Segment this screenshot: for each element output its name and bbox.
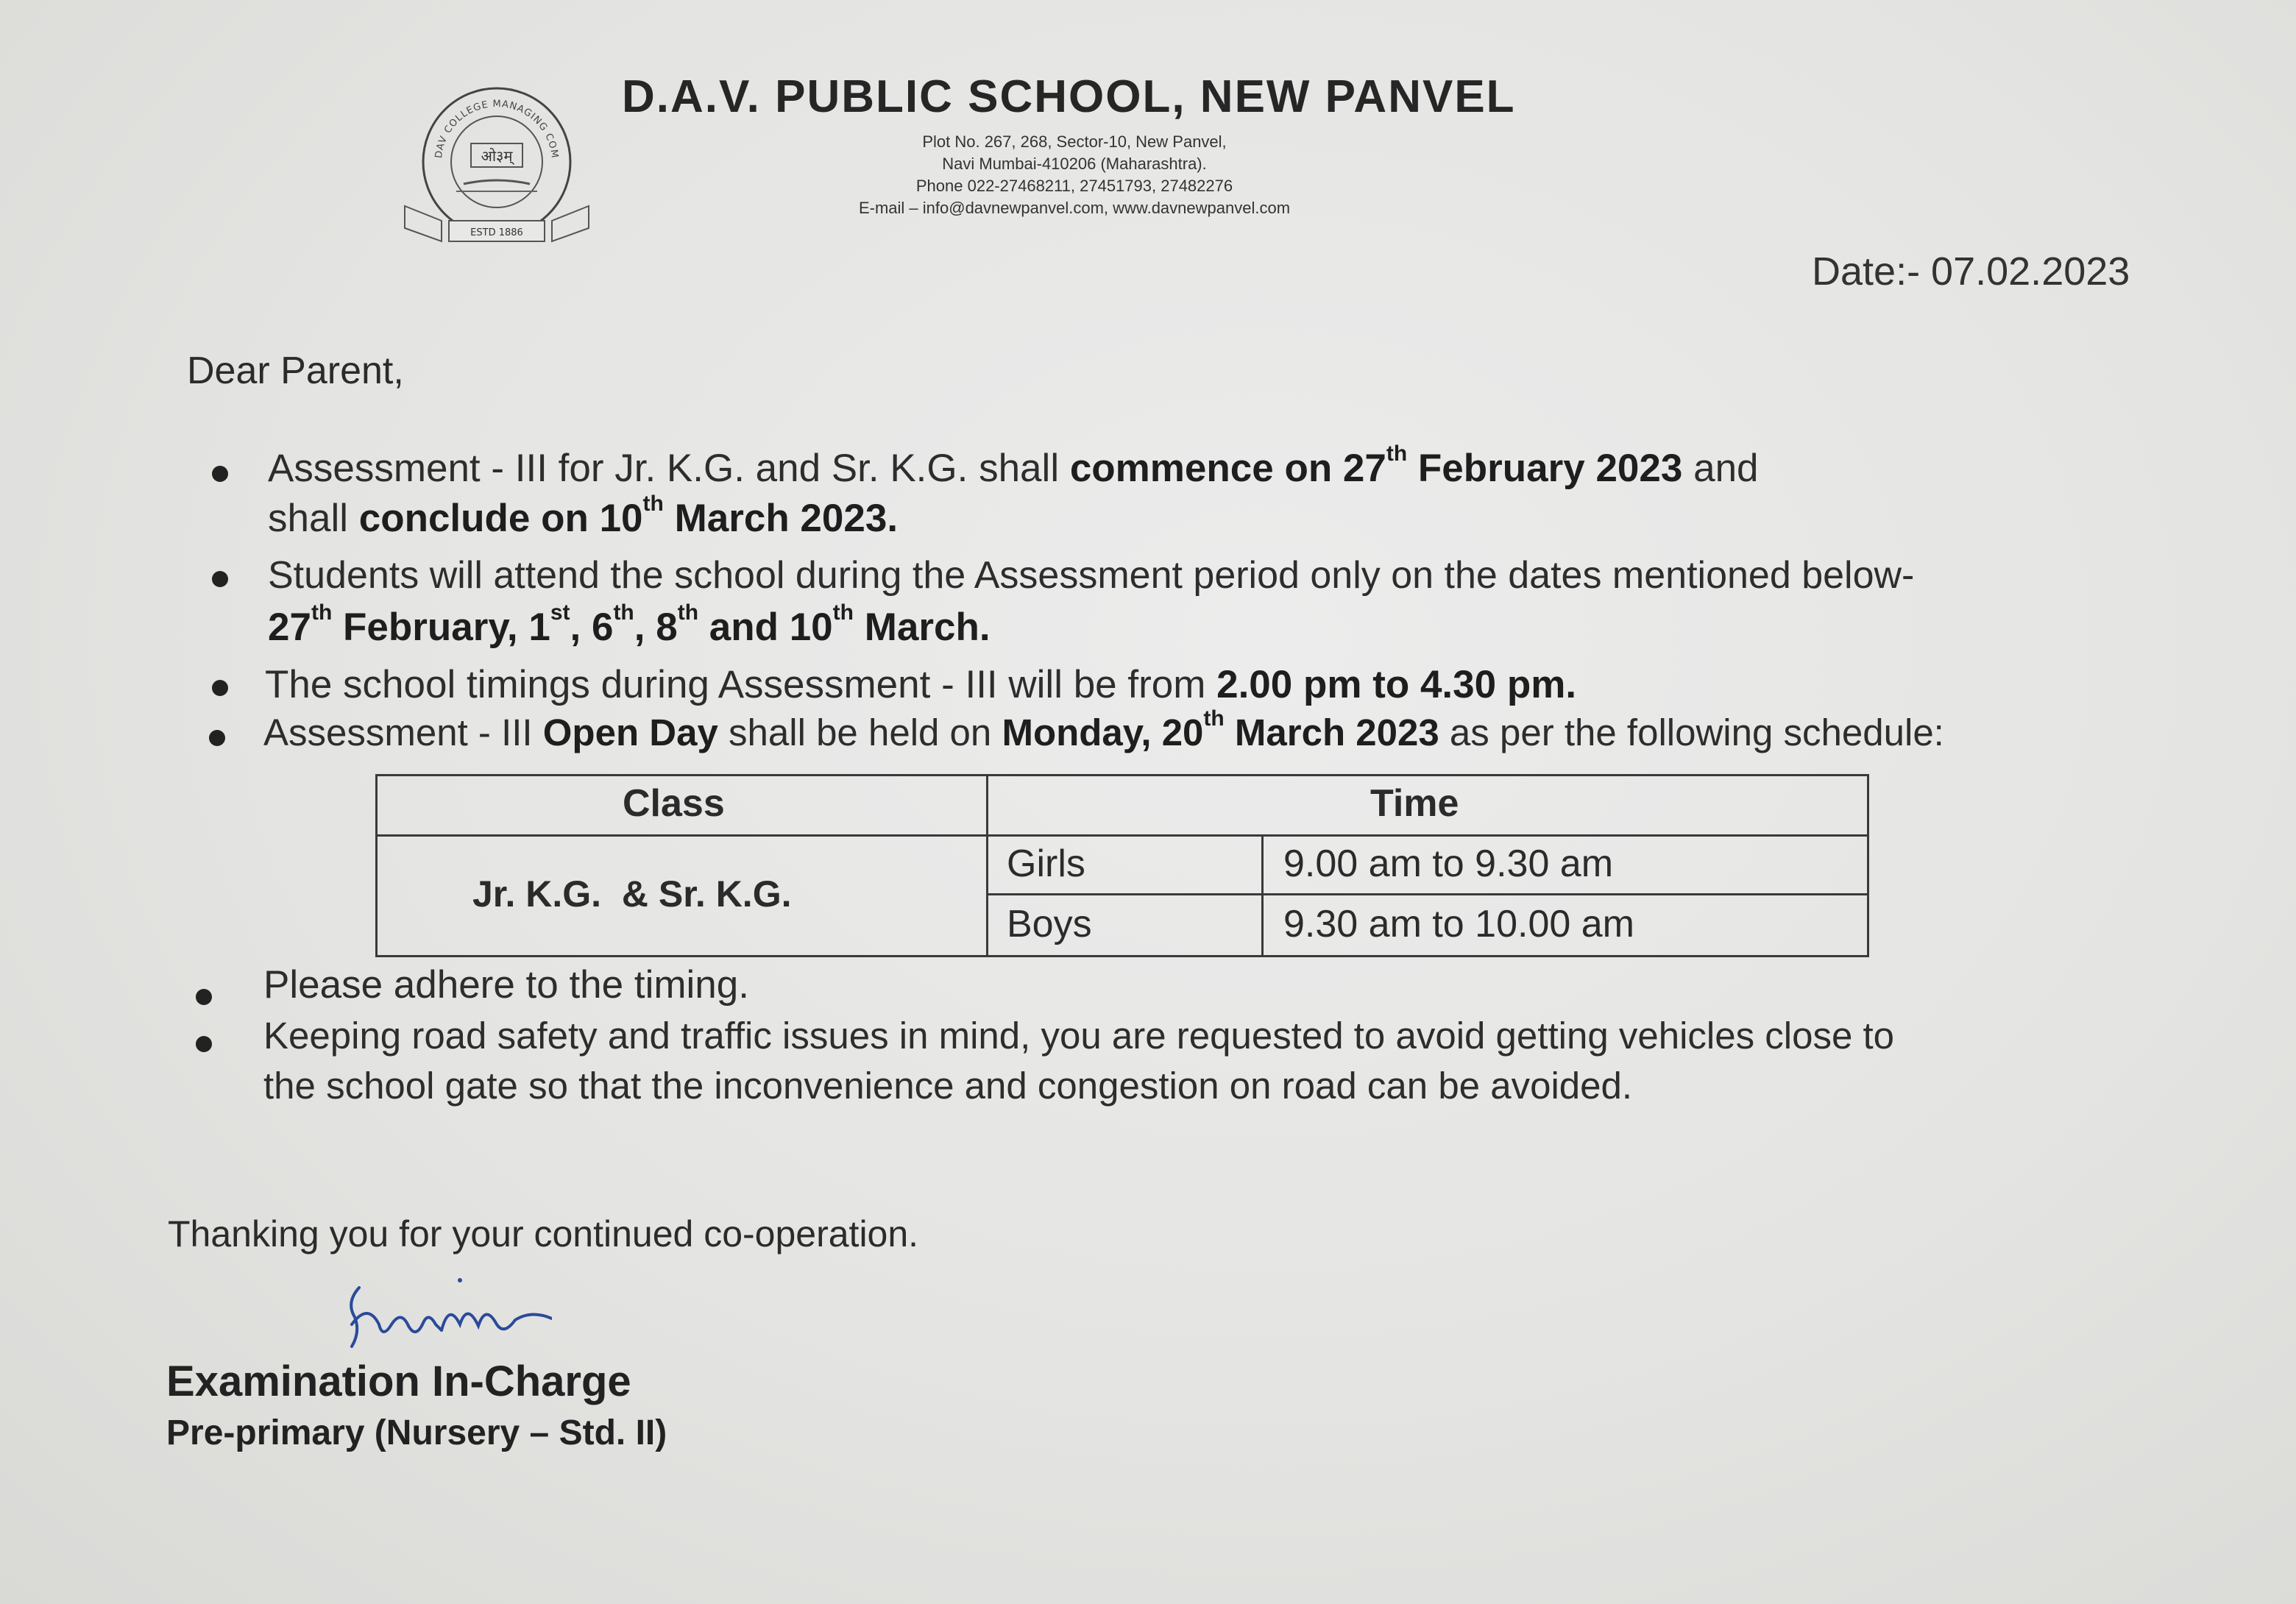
point-1-line-1: Assessment - III for Jr. K.G. and Sr. K.G. shall commence on 27th February 2023 and: [268, 441, 1759, 490]
email-line: E-mail – info@davnewpanvel.com, www.davnewpanvel.com: [858, 199, 1291, 217]
point-3: The school timings during Assessment - III will be from 2.00 pm to 4.30 pm.: [265, 663, 1577, 706]
bullet-3: [212, 680, 228, 696]
table-row-time: 9.30 am to 10.00 am: [1283, 903, 1634, 945]
bullet-5: [196, 989, 212, 1005]
bullet-4: [209, 730, 225, 746]
point-4: Assessment - III Open Day shall be held on Monday, 20th March 2023 as per the following schedule:: [263, 706, 1944, 753]
school-name: D.A.V. PUBLIC SCHOOL, NEW PANVEL: [622, 71, 1516, 122]
point-1-line-2: shall conclude on 10th March 2023.: [268, 492, 899, 540]
table-class-value: Jr. K.G. & Sr. K.G.: [472, 873, 792, 915]
table-row-time: 9.00 am to 9.30 am: [1283, 842, 1614, 885]
bullet-6: [196, 1036, 212, 1052]
point-6-line-1: Keeping road safety and traffic issues in mind, you are requested to avoid getting vehicles close to: [263, 1015, 1895, 1057]
address-line-2: Navi Mumbai-410206 (Maharashtra).: [942, 155, 1207, 173]
address-line-1: Plot No. 267, 268, Sector-10, New Panvel,: [922, 132, 1227, 151]
closing-text: Thanking you for your continued co-operation.: [168, 1213, 919, 1255]
school-logo: [397, 81, 596, 258]
signature-subtitle: Pre-primary (Nursery – Std. II): [166, 1413, 667, 1452]
point-2-line-2: 27th February, 1st, 6th, 8th and 10th March.: [268, 600, 991, 649]
table-header-time: Time: [1370, 782, 1459, 825]
logo-estd-text: ESTD 1886: [470, 227, 523, 238]
point-2-line-1: Students will attend the school during the Assessment period only on the dates mentioned below-: [268, 554, 1915, 597]
signature-title: Examination In-Charge: [166, 1358, 631, 1405]
greeting: Dear Parent,: [187, 349, 404, 392]
table-row-group: Boys: [1007, 903, 1092, 945]
signature-scribble: [339, 1273, 552, 1354]
point-6-line-2: the school gate so that the inconvenience and congestion on road can be avoided.: [263, 1065, 1633, 1107]
letter-date: Date:- 07.02.2023: [1812, 249, 2130, 294]
logo-ring-text: DAV COLLEGE MANAGING COM: [433, 98, 561, 160]
point-5: Please adhere to the timing.: [263, 963, 749, 1007]
logo-om-text: ओ३म्: [481, 147, 513, 165]
table-row-group: Girls: [1007, 842, 1085, 885]
table-header-class: Class: [623, 782, 725, 825]
phone-line: Phone 022-27468211, 27451793, 27482276: [915, 177, 1233, 195]
bullet-1: [212, 466, 228, 482]
bullet-2: [212, 571, 228, 587]
